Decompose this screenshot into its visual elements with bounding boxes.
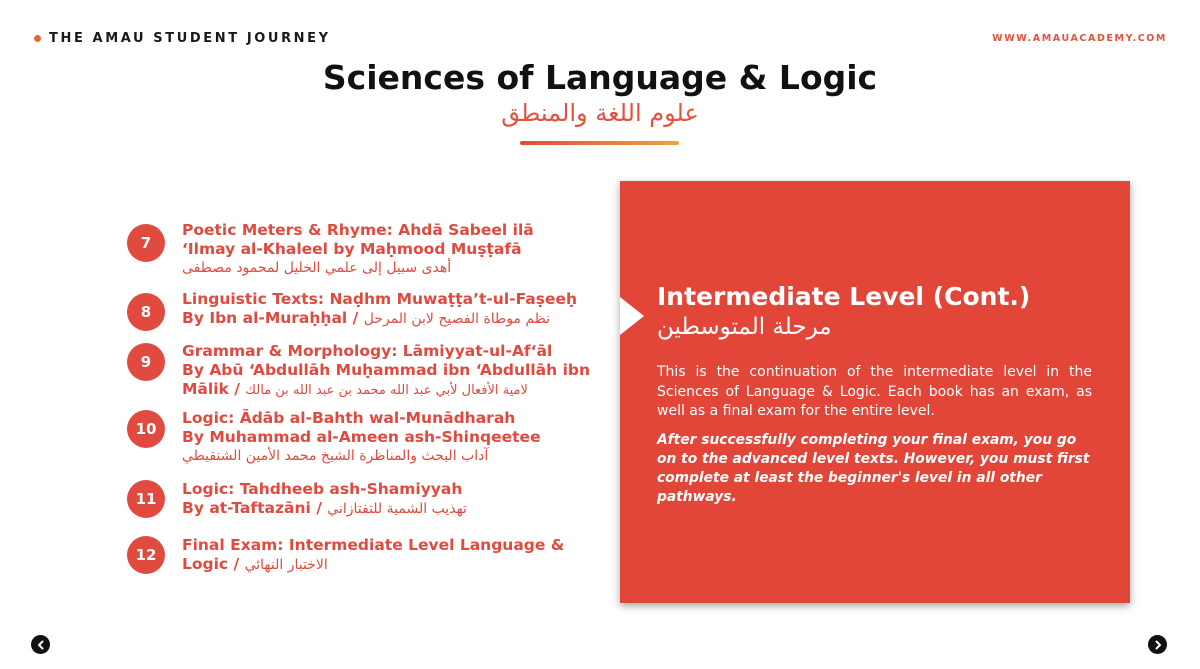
number-badge: 10 <box>127 410 165 448</box>
title-underline <box>520 141 679 145</box>
item-arabic: أهدى سبيل إلى علمي الخليل لمحمود مصطفى <box>182 260 452 276</box>
item-line: Linguistic Texts: Naḍhm Muwaṭṭa’t-ul-Faṣeeḥ <box>182 290 578 308</box>
page-title: Sciences of Language & Logic <box>322 58 878 97</box>
item-arabic: آداب البحث والمناظرة الشيخ محمد الأمين الشنقيطي <box>182 448 489 464</box>
panel-title-arabic: مرحلة المتوسطين <box>657 314 832 340</box>
number-badge: 12 <box>127 536 165 574</box>
number-badge: 7 <box>127 224 165 262</box>
item-line: By Muhammad al-Ameen ash-Shinqeetee <box>182 428 541 446</box>
item-text <box>182 480 602 519</box>
item-arabic: تهذيب الشمية للتفتازاني <box>327 501 467 517</box>
item-arabic: نظم موطاة الفصيح لابن المرحل <box>363 311 551 327</box>
item-line: By at-Taftazāni / <box>182 499 322 517</box>
item-text <box>182 221 602 278</box>
prev-slide-button[interactable] <box>31 635 50 654</box>
website-link[interactable]: WWW.AMAUACADEMY.COM <box>992 33 1167 44</box>
item-line: By Abū ‘Abdullāh Muḥammad ibn ‘Abdullāh ibn <box>182 361 591 379</box>
header-brand <box>34 31 331 46</box>
number-badge: 11 <box>127 480 165 518</box>
item-line: Logic: Ādāb al-Bahth wal-Munādharah <box>182 409 516 427</box>
item-arabic: لامية الأفعال لأبي عبد الله محمد بن عبد الله بن مالك <box>245 383 528 398</box>
chevron-left-icon <box>36 640 46 650</box>
panel-description: This is the continuation of the intermediate level in the Sciences of Language & Logic. Each book has an exam, as well as a final exam for the entire level. <box>657 364 1092 419</box>
item-text <box>182 536 602 575</box>
item-text <box>182 409 602 466</box>
number-badge: 9 <box>127 343 165 381</box>
item-line: Mālik / <box>182 380 240 398</box>
panel-note: After successfully completing your final exam, you go on to the advanced level texts. However, you must first complete at least the beginner's level in all other pathways. <box>657 432 1090 505</box>
journey-title: THE AMAU STUDENT JOURNEY <box>49 31 331 46</box>
item-line: Logic: Tahdheeb ash-Shamiyyah <box>182 480 463 498</box>
next-slide-button[interactable] <box>1148 635 1167 654</box>
bullet-dot-icon <box>34 35 41 42</box>
panel-pointer <box>620 297 644 335</box>
item-line: Poetic Meters & Rhyme: Ahdā Sabeel ilā <box>182 221 534 239</box>
item-text <box>182 342 602 400</box>
page-title-arabic: علوم اللغة والمنطق <box>501 99 699 127</box>
item-line: Grammar & Morphology: Lāmiyyat-ul-Af‘āl <box>182 342 553 360</box>
item-arabic: الاختبار النهائي <box>244 557 328 573</box>
item-text <box>182 290 602 329</box>
item-line: By Ibn al-Muraḥḥal / <box>182 309 359 327</box>
item-line: Logic / <box>182 555 240 573</box>
panel-title: Intermediate Level (Cont.) <box>657 282 1031 311</box>
chevron-right-icon <box>1153 640 1163 650</box>
item-line: ‘Ilmay al-Khaleel by Maḥmood Muṣṭafā <box>182 240 522 258</box>
item-line: Final Exam: Intermediate Level Language & <box>182 536 565 554</box>
number-badge: 8 <box>127 293 165 331</box>
